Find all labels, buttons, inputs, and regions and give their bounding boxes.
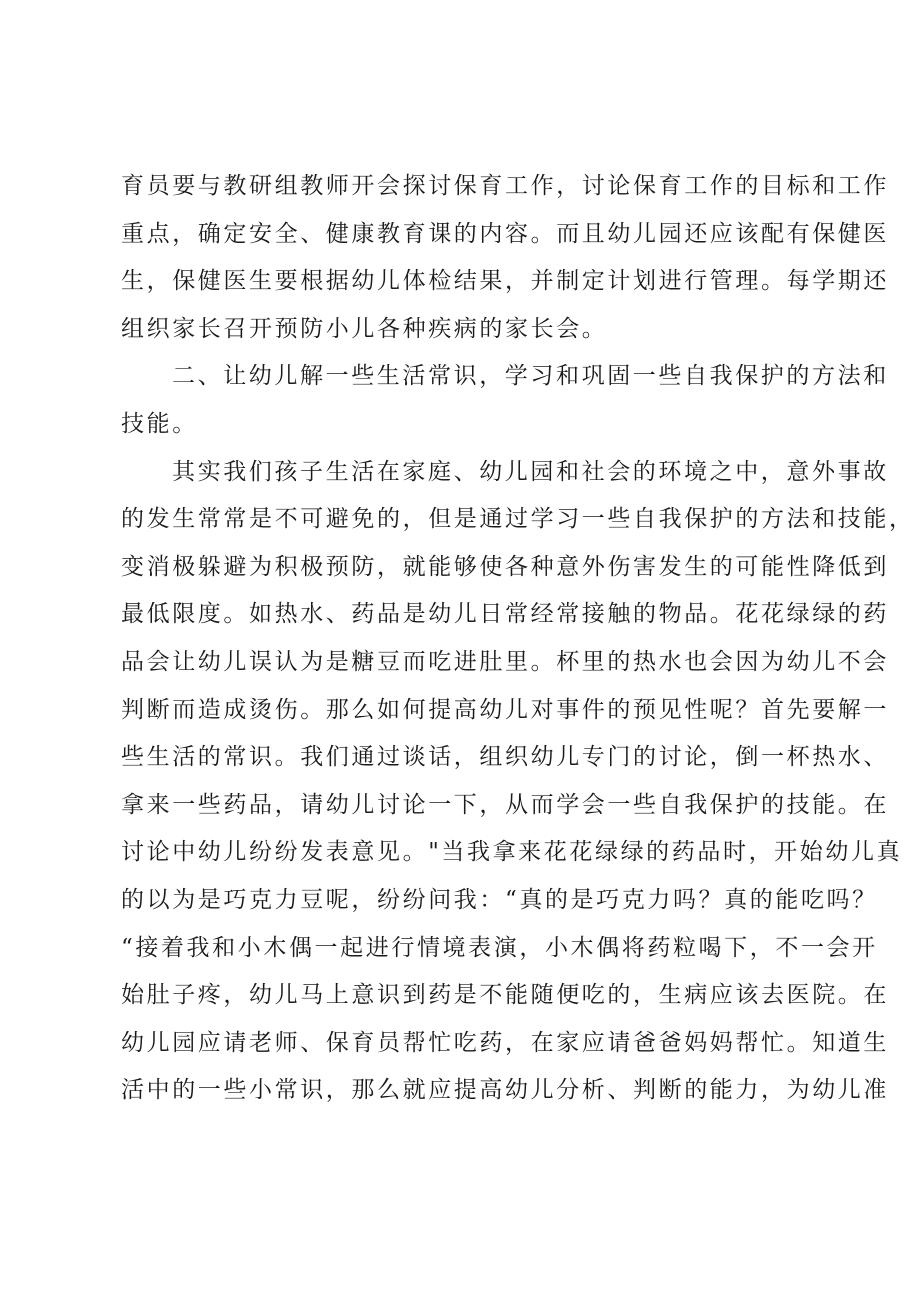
text-line: 拿来一些药品，请幼儿讨论一下，从而学会一些自我保护的技能。在 [121, 791, 889, 818]
text-line: 讨论中幼儿纷纷发表意见。"当我拿来花花绿绿的药品时，开始幼儿真 [121, 839, 903, 866]
text-line: “接着我和小木偶一起进行情境表演，小木偶将药粒喝下，不一会开 [121, 934, 878, 961]
section-heading-line: 二、让幼儿解一些生活常识，学习和巩固一些自我保护的方法和 [172, 363, 889, 390]
text-line: 的发生常常是不可避免的，但是通过学习一些自我保护的方法和技能， [121, 506, 915, 533]
text-line: 些生活的常识。我们通过谈话，组织幼儿专门的讨论，倒一杯热水、 [121, 744, 889, 771]
text-line: 活中的一些小常识，那么就应提高幼儿分析、判断的能力，为幼儿准 [121, 1077, 889, 1104]
text-line: 始肚子疼，幼儿马上意识到药是不能随便吃的，生病应该去医院。在 [121, 982, 889, 1009]
text-line: 生，保健医生要根据幼儿体检结果，并制定计划进行管理。每学期还 [121, 268, 889, 295]
text-line: 变消极躲避为积极预防，就能够使各种意外伤害发生的可能性降低到 [121, 553, 889, 580]
section-heading-line: 技能。 [121, 410, 198, 437]
body-text [121, 163, 915, 1115]
text-line: 其实我们孩子生活在家庭、幼儿园和社会的环境之中，意外事故 [172, 458, 889, 485]
text-line: 幼儿园应请老师、保育员帮忙吃药，在家应请爸爸妈妈帮忙。知道生 [121, 1029, 889, 1056]
text-line: 的以为是巧克力豆呢，纷纷问我：“真的是巧克力吗？真的能吃吗？ [121, 886, 878, 913]
text-line: 判断而造成烫伤。那么如何提高幼儿对事件的预见性呢？首先要解一 [121, 696, 889, 723]
text-line: 品会让幼儿误认为是糖豆而吃进肚里。杯里的热水也会因为幼儿不会 [121, 648, 889, 675]
text-line: 重点，确定安全、健康教育课的内容。而且幼儿园还应该配有保健医 [121, 220, 889, 247]
text-line: 最低限度。如热水、药品是幼儿日常经常接触的物品。花花绿绿的药 [121, 601, 889, 628]
text-line: 组织家长召开预防小儿各种疾病的家长会。 [121, 315, 608, 342]
text-line: 育员要与教研组教师开会探讨保育工作，讨论保育工作的目标和工作 [121, 173, 889, 199]
